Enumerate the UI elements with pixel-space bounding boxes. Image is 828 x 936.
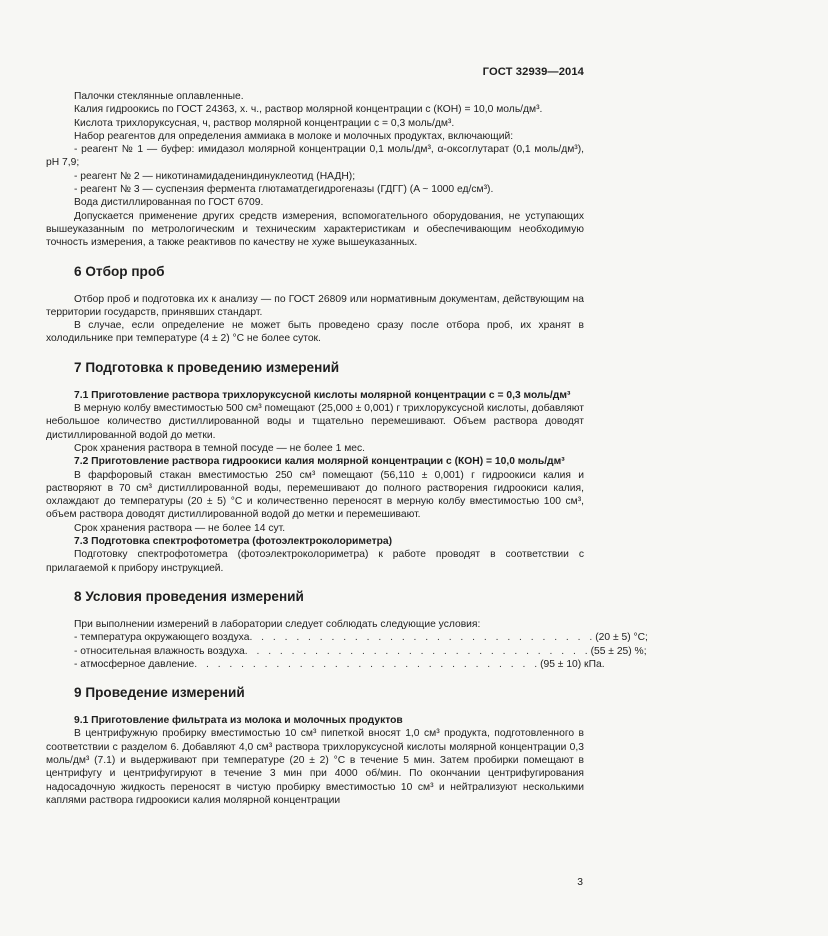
intro-line: Кислота трихлоруксусная, ч, раствор молярной концентрации c = 0,3 моль/дм³. (74, 117, 455, 129)
page-content (46, 90, 648, 807)
subsection-7-2-storage: Срок хранения раствора — не более 14 сут. (74, 522, 286, 534)
intro-line: - реагент № 1 — буфер: имидазол молярной концентрации 0,1 моль/дм³, α-оксоглутарат (0,1 моль/дм³), pH 7,9; (46, 144, 584, 169)
condition-row (46, 658, 605, 671)
section-6-title: 6 Отбор проб (74, 263, 165, 279)
subsection-7-1-paragraph: В мерную колбу вместимостью 500 см³ помещают (25,000 ± 0,001) г трихлоруксусной кислоты, добавляют небольшое количество дистиллированной воды и тщательно перемешивают. Объем раствора доводят дистиллированной водой до метки. (46, 403, 584, 441)
leader-dots: . . . . . . . . . . . . . . . . . . . . . . . . . . . . . . (244, 645, 591, 657)
condition-row (46, 645, 647, 658)
intro-line: Палочки стеклянные оплавленные. (74, 91, 244, 102)
subsection-7-3-paragraph: Подготовку спектрофотометра (фотоэлектроколориметра) к работе проводят в соответствии с прилагаемой к прибору инструкцией. (46, 549, 584, 574)
subsection-9-1-title: 9.1 Приготовление фильтрата из молока и молочных продуктов (74, 715, 403, 727)
section-6-paragraph: В случае, если определение не может быть проведено сразу после отбора проб, их хранят в холодильнике при температуре (4 ± 2) °С не более суток. (46, 320, 584, 345)
condition-label: - атмосферное давление (74, 658, 195, 670)
subsection-7-2-paragraph: В фарфоровый стакан вместимостью 250 см³ помещают (56,110 ± 0,001) г гидроокиси калия и растворяют в 70 см³ дистиллированной воды, перемешивают до полного растворения гидроокиси калия, охлаждают до температуры (20 ± 5) °С и количественно переносят в мерную колбу вместимостью 100 см³, объем раствора доводят дистиллированной водой до метки и перемешивают. (46, 469, 584, 521)
condition-value: (55 ± 25) %; (590, 645, 647, 657)
page-number: 3 (577, 877, 583, 888)
section-7-title: 7 Подготовка к проведению измерений (74, 359, 340, 375)
condition-label: - относительная влажность воздуха (74, 645, 245, 657)
subsection-7-1-storage: Срок хранения раствора в темной посуде — не более 1 мес. (74, 442, 366, 454)
leader-dots: . . . . . . . . . . . . . . . . . . . . . . . . . . . . . . (249, 632, 596, 644)
condition-value: (20 ± 5) °С; (595, 632, 648, 644)
intro-line: Набор реагентов для определения аммиака в молоке и молочных продуктах, включающий: (74, 130, 514, 142)
section-8-title: 8 Условия проведения измерений (74, 588, 304, 604)
intro-line: Допускается применение других средств измерения, вспомогательного оборудования, не уступающих вышеуказанным по метрологическим и техническим характеристикам и обеспечивающим необходимую точность измерения, а также реактивов по качеству не хуже вышеуказанных. (46, 210, 584, 249)
intro-line: - реагент № 2 — никотинамидадениндинуклеотид (НАДН); (74, 170, 356, 182)
section-9-title: 9 Проведение измерений (74, 685, 245, 701)
condition-row (46, 631, 648, 644)
intro-line: Калия гидроокись по ГОСТ 24363, х. ч., раствор молярной концентрации c (КОН) = 10,0 моль/дм³. (74, 104, 543, 116)
section-6-paragraph: Отбор проб и подготовка их к анализу — по ГОСТ 26809 или нормативным документам, действующим на территории государств, принявших стандарт. (46, 293, 584, 318)
intro-line: - реагент № 3 — суспензия фермента глютаматдегидрогеназы (ГДГГ) (A ~ 1000 ед/см³). (74, 184, 494, 196)
subsection-7-2-title: 7.2 Приготовление раствора гидроокиси калия молярной концентрации c (КОН) = 10,0 моль/дм³ (74, 456, 565, 468)
subsection-7-1-title: 7.1 Приготовление раствора трихлоруксусной кислоты молярной концентрации c = 0,3 моль/дм³ (74, 389, 571, 401)
leader-dots: . . . . . . . . . . . . . . . . . . . . . . . . . . . . . . (194, 658, 541, 670)
condition-label: - температура окружающего воздуха (74, 632, 250, 644)
standard-header: ГОСТ 32939—2014 (482, 66, 584, 78)
subsection-7-3-title: 7.3 Подготовка спектрофотометра (фотоэлектроколориметра) (74, 536, 393, 548)
subsection-9-1-paragraph: В центрифужную пробирку вместимостью 10 см³ пипеткой вносят 1,0 см³ продукта, подготовленного в соответствии с разделом 6. Добавляют 4,0 см³ раствора трихлоруксусной кислоты молярной концентрации 0,3 моль/дм³ (7.1) и выдерживают при температуре (20 ± 2) °С в течение 5 мин. Затем пробирки помещают в центрифугу и центрифугируют в течение 3 мин при 4000 об/мин. По окончании центрифугирования надосадочную жидкость переносят в чистую пробирку вместимостью 10 см³ и нейтрализуют несколькими каплями раствора гидроокиси калия молярной концентрации (46, 728, 584, 806)
condition-value: (95 ± 10) кПа. (540, 658, 605, 670)
section-8-intro: При выполнении измерений в лаборатории следует соблюдать следующие условия: (74, 618, 481, 630)
intro-line: Вода дистиллированная по ГОСТ 6709. (74, 197, 264, 209)
